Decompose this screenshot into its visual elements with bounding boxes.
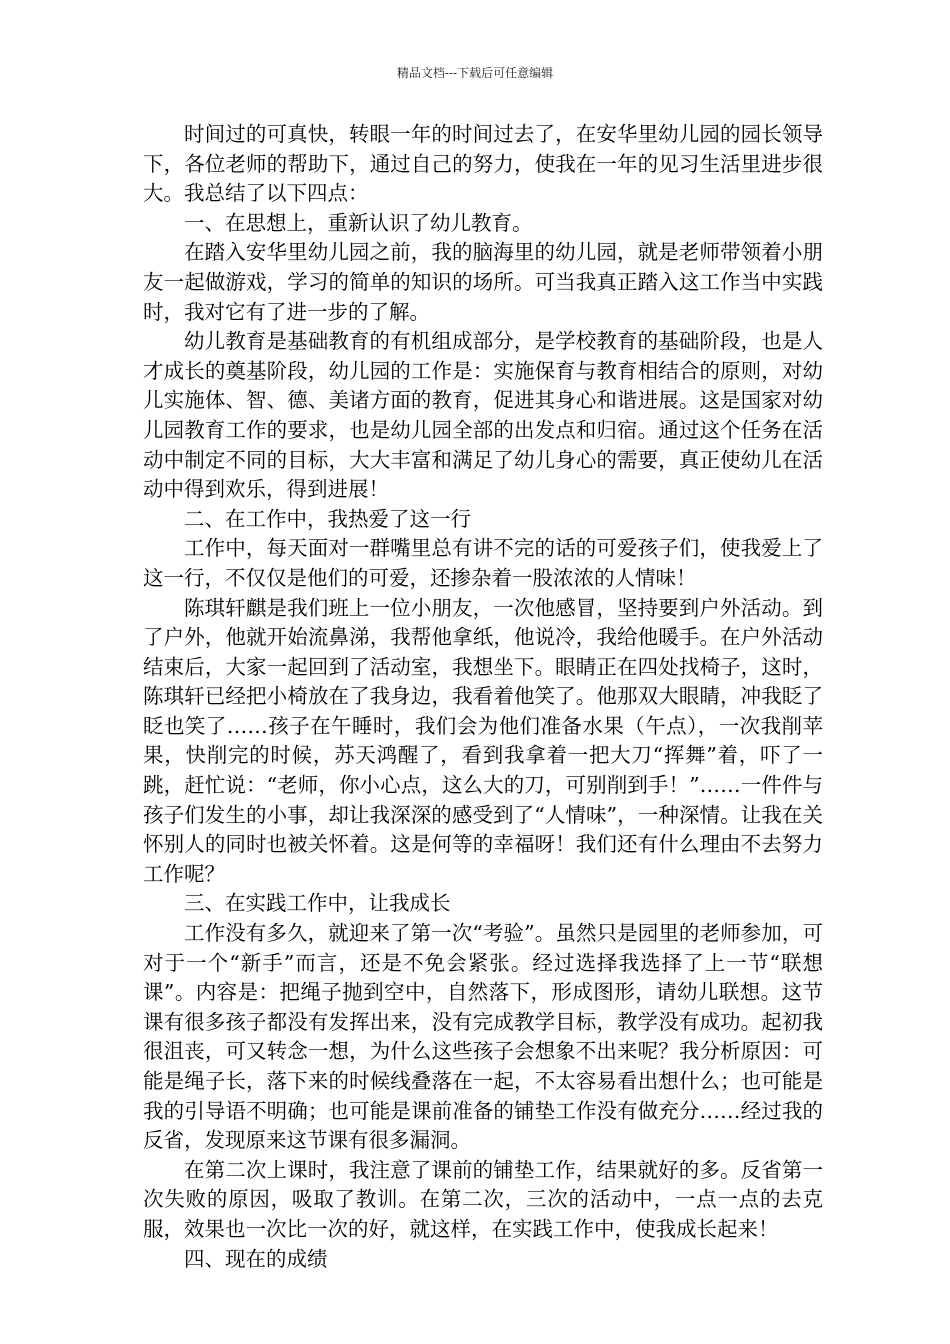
paragraph: 在第二次上课时，我注意了课前的铺垫工作，结果就好的多。反省第一次失败的原因，吸取了教训。在第二次，三次的活动中，一点一点的去克服，效果也一次比一次的好，就这样，在实践工作中，使我成长起来！ xyxy=(143,1157,823,1241)
section-heading-1: 一、在思想上，重新认识了幼儿教育。 xyxy=(184,210,533,235)
paragraph: 工作没有多久，就迎来了第一次“考验”。虽然只是园里的老师参加，可对于一个“新手”而言，还是不免会紧张。经过选择我选择了上一节“联想课”。内容是：把绳子抛到空中，自然落下，形成图形，请幼儿联想。这节课有很多孩子都没有发挥出来，没有完成教学目标，教学没有成功。起初我很沮丧，可又转念一想，为什么这些孩子会想象不出来呢？我分析原因：可能是绳子长，落下来的时候线叠落在一起，不太容易看出想什么；也可能是我的引导语不明确；也可能是课前准备的铺垫工作没有做充分……经过我的反省，发现原来这节课有很多漏洞。 xyxy=(143,921,823,1153)
paragraph: 工作中，每天面对一群嘴里总有讲不完的话的可爱孩子们，使我爱上了这一行，不仅仅是他们的可爱，还掺杂着一股浓浓的人情味！ xyxy=(143,536,823,590)
paragraph: 在踏入安华里幼儿园之前，我的脑海里的幼儿园，就是老师带领着小朋友一起做游戏，学习的简单的知识的场所。可当我真正踏入这工作当中实践时，我对它有了进一步的了解。 xyxy=(143,240,823,324)
paragraph: 陈琪轩麒是我们班上一位小朋友，一次他感冒，坚持要到户外活动。到了户外，他就开始流鼻涕，我帮他拿纸，他说冷，我给他暖手。在户外活动结束后，大家一起回到了活动室，我想坐下。眼睛正在四处找椅子，这时，陈琪轩已经把小椅放在了我身边，我看着他笑了。他那双大眼睛，冲我眨了眨也笑了……孩子在午睡时，我们会为他们准备水果（午点），一次我削苹果，快削完的时候，苏天鸿醒了，看到我拿着一把大刀“挥舞”着，吓了一跳，赶忙说：“老师，你小心点，这么大的刀，可别削到手！”……一件件与孩子们发生的小事，却让我深深的感受到了“人情味”，一种深情。让我在关怀别人的同时也被关怀着。这是何等的幸福呀！我们还有什么理由不去努力工作呢？ xyxy=(143,595,823,886)
paragraph-intro: 时间过的可真快，转眼一年的时间过去了，在安华里幼儿园的园长领导下，各位老师的帮助下，通过自己的努力，使我在一年的见习生活里进步很大。我总结了以下四点： xyxy=(143,122,823,206)
document-body xyxy=(143,120,823,1274)
section-heading-2: 二、在工作中，我热爱了这一行 xyxy=(184,506,471,531)
section-heading-3: 三、在实践工作中，让我成长 xyxy=(184,891,451,916)
paragraph: 幼儿教育是基础教育的有机组成部分，是学校教育的基础阶段，也是人才成长的奠基阶段，幼儿园的工作是：实施保育与教育相结合的原则，对幼儿实施体、智、德、美诸方面的教育，促进其身心和谐进展。这是国家对幼儿园教育工作的要求，也是幼儿园全部的出发点和归宿。通过这个任务在活动中制定不同的目标，大大丰富和满足了幼儿身心的需要，真正使幼儿在活动中得到欢乐，得到进展！ xyxy=(143,329,823,502)
page-header: 精品文档---下载后可任意编辑 xyxy=(396,66,554,80)
section-heading-4: 四、现在的成绩 xyxy=(184,1246,328,1271)
